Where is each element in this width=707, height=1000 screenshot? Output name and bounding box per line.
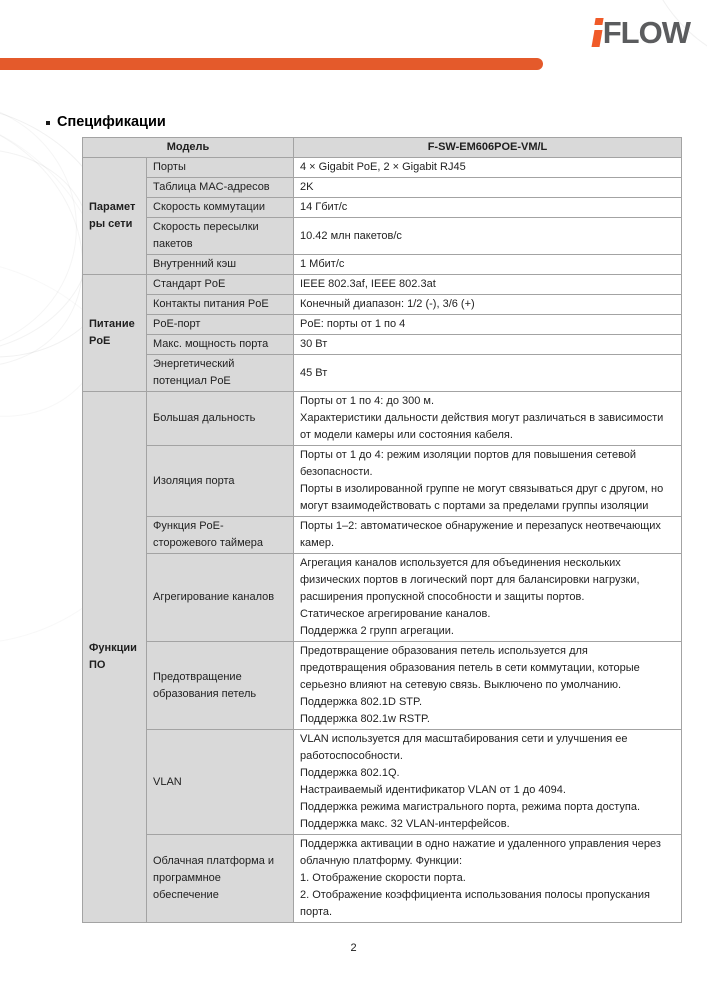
table-row — [83, 835, 682, 923]
group-cell: Функции ПО — [83, 392, 147, 923]
spec-value-line: Агрегация каналов используется для объединения нескольких физических портов в логический порт для балансировки нагрузки, расширения пропускной способности и защиты портов. — [300, 557, 640, 603]
spec-value-line: 2K — [300, 181, 314, 193]
spec-label: Скорость пересылки пакетов — [147, 218, 294, 255]
spec-value — [294, 295, 682, 315]
brand-logo — [592, 16, 690, 48]
spec-label: Энергетический потенциал PoE — [147, 355, 294, 392]
spec-label: Изоляция порта — [147, 446, 294, 517]
spec-value-line: 1. Отображение скорости порта. — [300, 872, 466, 884]
table-row — [83, 446, 682, 517]
spec-value — [294, 835, 682, 923]
spec-value-line: Поддержка активации в одно нажатие и удаленного управления через облачную платформу. Функции: — [300, 838, 661, 867]
spec-label: Агрегирование каналов — [147, 554, 294, 642]
table-row — [83, 218, 682, 255]
spec-value — [294, 255, 682, 275]
table-row — [83, 392, 682, 446]
spec-value — [294, 517, 682, 554]
spec-value — [294, 642, 682, 730]
spec-label: PoE-порт — [147, 315, 294, 335]
table-row — [83, 355, 682, 392]
spec-value-line: 10.42 млн пакетов/с — [300, 229, 402, 242]
spec-label: Таблица MAC-адресов — [147, 178, 294, 198]
table-row — [83, 198, 682, 218]
group-cell: Питание PoE — [83, 275, 147, 392]
spec-label: Стандарт PoE — [147, 275, 294, 295]
spec-value-line: Порты от 1 до 4: режим изоляции портов для повышения сетевой безопасности. — [300, 449, 637, 478]
table-row — [83, 255, 682, 275]
spec-label: Большая дальность — [147, 392, 294, 446]
accent-bar — [0, 58, 543, 70]
spec-label: Предотвращение образования петель — [147, 642, 294, 730]
table-row — [83, 730, 682, 835]
spec-value-line: Настраиваемый идентификатор VLAN от 1 до 4094. — [300, 784, 566, 796]
spec-value-line: Поддержка режима магистрального порта, режима порта доступа. — [300, 801, 641, 813]
spec-value-line: 2. Отображение коэффициента использования полосы пропускания порта. — [300, 889, 650, 918]
spec-value — [294, 218, 682, 255]
spec-value-line: Порты 1–2: автоматическое обнаружение и перезапуск неотвечающих камер. — [300, 520, 661, 549]
spec-value-line: Предотвращение образования петель используется для предотвращения образования петель в сети коммутации, которые серьезно влияют на сетевую связь. Выключено по умолчанию. — [300, 645, 640, 691]
spec-value-line: Поддержка 802.1Q. — [300, 767, 400, 779]
spec-value — [294, 730, 682, 835]
spec-value-line: Порты в изолированной группе не могут связываться друг с другом, но могут взаимодействовать с портами за пределами группы изоляции — [300, 483, 664, 512]
spec-value-line: Порты от 1 по 4: до 300 м. — [300, 395, 435, 407]
spec-value-line: 45 Вт — [300, 366, 328, 379]
spec-label: Функция PoE-сторожевого таймера — [147, 517, 294, 554]
spec-value-line: PoE: порты от 1 по 4 — [300, 318, 406, 330]
table-row — [83, 517, 682, 554]
spec-value-line: Статическое агрегирование каналов. — [300, 608, 491, 620]
model-header-value: F-SW-EM606POE-VM/L — [294, 138, 682, 158]
spec-value-line: Поддержка макс. 32 VLAN-интерфейсов. — [300, 818, 510, 830]
logo-text: FLOW — [602, 15, 690, 50]
spec-value-line: Поддержка 2 групп агрегации. — [300, 625, 454, 637]
table-row — [83, 642, 682, 730]
spec-value-line: 1 Мбит/с — [300, 258, 345, 270]
logo-i-icon — [592, 17, 603, 48]
spec-value-line: 4 × Gigabit PoE, 2 × Gigabit RJ45 — [300, 161, 466, 173]
group-cell: Параметры сети — [83, 158, 147, 275]
spec-label: Скорость коммутации — [147, 198, 294, 218]
spec-value — [294, 392, 682, 446]
spec-table — [82, 137, 682, 923]
table-row — [83, 554, 682, 642]
spec-label: VLAN — [147, 730, 294, 835]
bullet-icon — [46, 121, 50, 125]
table-header-row — [83, 138, 682, 158]
spec-value — [294, 178, 682, 198]
page-title: Спецификации — [57, 114, 166, 130]
spec-value-line: Характеристики дальности действия могут различаться в зависимости от модели камеры или состояния кабеля. — [300, 412, 664, 441]
spec-value — [294, 275, 682, 295]
spec-value — [294, 446, 682, 517]
table-row — [83, 335, 682, 355]
spec-table-body — [83, 158, 682, 923]
table-row — [83, 178, 682, 198]
spec-label: Облачная платформа и программное обеспечение — [147, 835, 294, 923]
spec-value — [294, 554, 682, 642]
spec-label: Порты — [147, 158, 294, 178]
spec-value — [294, 198, 682, 218]
section-heading — [46, 114, 166, 130]
table-row — [83, 275, 682, 295]
spec-value — [294, 158, 682, 178]
logo-i-stem — [591, 30, 602, 47]
page-number: 2 — [350, 942, 357, 954]
spec-value-line: IEEE 802.3af, IEEE 802.3at — [300, 278, 436, 290]
spec-value-line: Поддержка 802.1D STP. — [300, 696, 422, 708]
spec-label: Внутренний кэш — [147, 255, 294, 275]
spec-value — [294, 315, 682, 335]
spec-value — [294, 335, 682, 355]
spec-value-line: Поддержка 802.1w RSTP. — [300, 713, 430, 725]
table-row — [83, 315, 682, 335]
spec-value-line: VLAN используется для масштабирования сети и улучшения ее работоспособности. — [300, 733, 628, 762]
spec-value-line: 30 Вт — [300, 338, 328, 350]
spec-value-line: Конечный диапазон: 1/2 (-), 3/6 (+) — [300, 298, 475, 310]
table-row — [83, 295, 682, 315]
spec-value-line: 14 Гбит/с — [300, 201, 348, 213]
table-row — [83, 158, 682, 178]
logo-i-dot — [594, 18, 603, 25]
model-header-label: Модель — [83, 138, 294, 158]
spec-label: Макс. мощность порта — [147, 335, 294, 355]
spec-label: Контакты питания PoE — [147, 295, 294, 315]
spec-value — [294, 355, 682, 392]
